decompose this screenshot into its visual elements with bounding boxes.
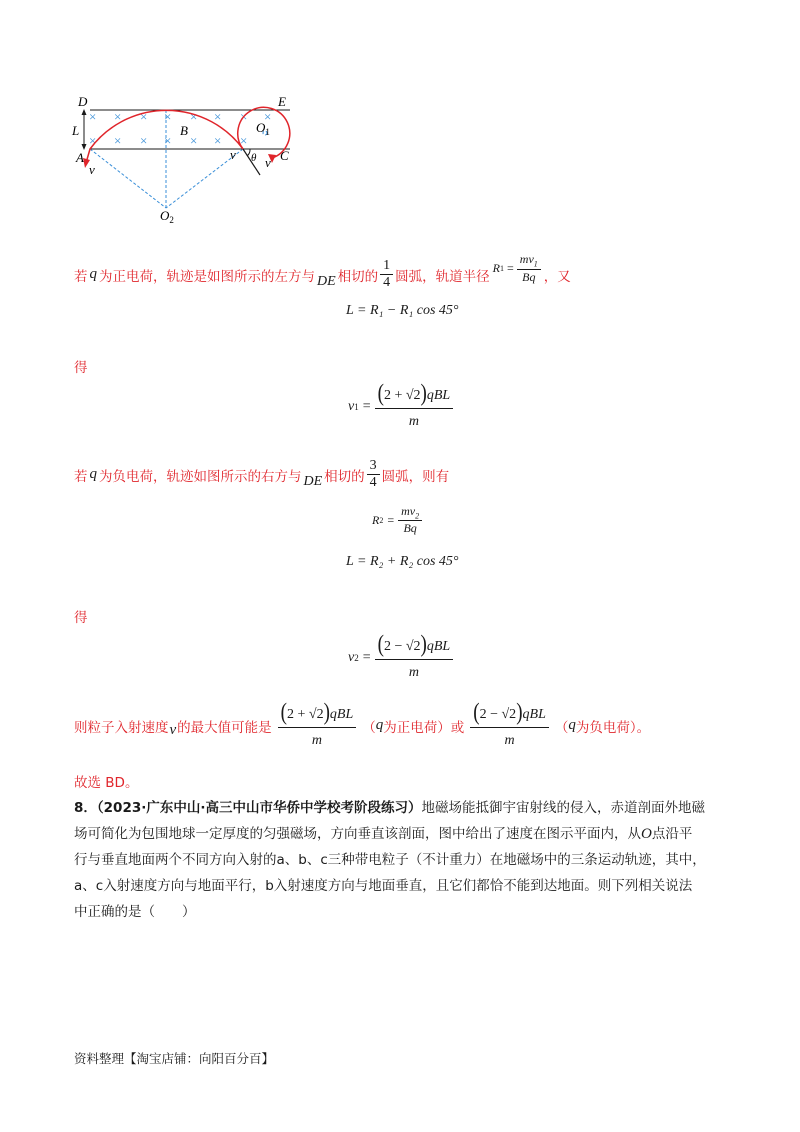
numerator: 1 (380, 258, 393, 275)
footer-credit: 资料整理【淘宝店铺：向阳百分百】 (74, 1051, 275, 1066)
de-label-1: 得 (74, 360, 88, 376)
conclusion-line (74, 699, 651, 749)
formula-v2: v 2 = $\frac{\text{(2 − √2)qBL}}{m}$ (348, 634, 453, 681)
label-v-right: v (265, 155, 271, 170)
numerator: (2 + √2)qBL (375, 383, 454, 409)
numerator (517, 252, 541, 269)
q-symbol: q (89, 466, 97, 482)
v-symbol: v (348, 649, 355, 665)
label-C: C (280, 148, 289, 163)
v-symbol: v (348, 398, 355, 414)
text: 为负电荷）。 (575, 719, 651, 736)
answer-line: 故选 BD。 (74, 775, 139, 791)
text: 为正电荷，轨迹是如图所示的左方与 (99, 268, 315, 285)
text: 为正电荷）或 (383, 719, 465, 736)
denominator: Bq (522, 269, 536, 284)
cross: × (264, 109, 272, 124)
question-8 (74, 795, 734, 925)
fraction-max-negative (470, 699, 549, 749)
fraction (375, 380, 454, 430)
cross: × (89, 109, 97, 124)
numerator: (2 + √2)qBL (278, 702, 357, 728)
cross: × (114, 133, 122, 148)
denominator: m (408, 665, 419, 680)
question-line-3: 行与垂直地面两个不同方向入射的a、b、c三种带电粒子（不计重力）在地磁场中的三条运动轨迹，其中， (74, 852, 706, 868)
label-O2: $O_2$ (160, 208, 174, 225)
r-symbol: R (372, 512, 380, 527)
text: 相切的 (324, 468, 365, 485)
label-v-left: v (89, 162, 95, 177)
subscript: 1 (533, 259, 538, 269)
text: 为负电荷，轨迹如图所示的右方与 (99, 468, 302, 485)
fraction-one-quarter (380, 258, 393, 291)
denominator: 4 (369, 475, 377, 490)
denominator: 4 (383, 275, 391, 290)
num-a: 2 + √2 (383, 388, 421, 403)
label-D: D (78, 94, 88, 109)
text: 则粒子入射速度 (74, 719, 169, 736)
equation-L-R1: L = R₁ − R₁ cos 45° (346, 303, 459, 318)
solution-line-positive-charge (74, 252, 571, 291)
q-symbol: q (568, 717, 576, 733)
denominator: m (311, 733, 323, 748)
label-B: B (180, 123, 188, 138)
question-text: 场可简化为包围地球一定厚度的匀强磁场，方向垂直该剖面，图中给出了速度在图示平面内，从 (74, 826, 641, 842)
v-symbol: v (169, 722, 177, 738)
question-text: 地磁场能抵御宇宙射线的侵入，赤道剖面外地磁 (421, 800, 705, 816)
fraction (398, 504, 422, 536)
text: 圆弧，则有 (381, 468, 450, 485)
subscript: 1 (354, 401, 359, 412)
cross: × (214, 109, 222, 124)
question-line-1 (74, 795, 734, 821)
de-symbol: DE (303, 473, 323, 489)
num-b: qBL (426, 388, 451, 403)
question-line-2 (74, 821, 734, 847)
question-number: 8． (74, 800, 97, 816)
question-line-4: a、c入射速度方向与地面平行，b入射速度方向与地面垂直，且它们都恰不能到达地面。则下列相关说法 (74, 878, 693, 894)
label-theta: θ (251, 152, 257, 164)
text: 若 (74, 268, 88, 285)
numerator (398, 504, 422, 521)
cross: × (214, 133, 222, 148)
fraction (375, 631, 454, 681)
cross: × (240, 109, 248, 124)
question-text: 点沿平 (651, 826, 693, 842)
subscript: 1 (500, 263, 505, 273)
numerator: (2 − √2)qBL (470, 702, 549, 728)
num-b: qBL (329, 707, 354, 722)
cross: × (190, 109, 198, 124)
label-E: E (278, 94, 286, 109)
text: ，又 (543, 268, 571, 285)
label-L: L (72, 123, 80, 138)
text: 圆弧，轨道半径 (395, 268, 490, 285)
denominator: m (408, 414, 419, 429)
cross: × (140, 133, 148, 148)
denominator: Bq (403, 521, 417, 536)
cross: × (140, 109, 148, 124)
numerator: (2 − √2)qBL (375, 634, 454, 660)
label-O1: $O_1$ (256, 120, 270, 137)
text: 若 (74, 468, 88, 485)
cross: × (240, 133, 248, 148)
cross: × (190, 133, 198, 148)
denominator: m (504, 733, 515, 748)
num-a: 2 + √2 (287, 707, 324, 722)
q-symbol: q (375, 717, 384, 733)
subscript: 2 (415, 511, 420, 521)
question-line-5: 中正确的是（ ） (74, 904, 196, 920)
de-label-2: 得 (74, 610, 88, 626)
arrow-head-up (82, 109, 87, 115)
radius-r1-formula: R 1 = $\frac{mv_1}{Bq}$ (493, 252, 541, 284)
num-a: 2 − √2 (383, 639, 421, 654)
numerator: 3 (367, 458, 380, 475)
num-b: qBL (522, 707, 546, 722)
solution-line-negative-charge (74, 458, 449, 491)
label-A: A (76, 150, 84, 165)
text: （ (362, 719, 376, 736)
label-v-mid: v (230, 147, 236, 162)
equation-L-R2: L = R₂ + R₂ cos 45° (346, 554, 459, 569)
subscript: 2 (354, 652, 359, 663)
magnetic-field-diagram (60, 88, 310, 238)
theta-arc (247, 149, 250, 156)
text: 的最大值可能是 (177, 719, 272, 736)
formula-v1: v 1 = $\frac{\text{(2 + √2)qBL}}{m}$ (348, 383, 453, 430)
fraction (517, 252, 541, 284)
numerator-text: mv (401, 504, 416, 518)
num-a: 2 − √2 (479, 707, 517, 722)
r-symbol: R (492, 260, 501, 275)
subscript: 2 (379, 515, 384, 525)
fraction-three-quarters (367, 458, 380, 491)
text: 相切的 (337, 268, 379, 285)
fraction-max-positive (278, 699, 357, 749)
numerator-text: mv (519, 252, 534, 267)
cross: × (89, 133, 97, 148)
formula-r2: R 2 = $\frac{mv_2}{Bq}$ (372, 504, 422, 536)
num-b: qBL (426, 639, 451, 654)
o-symbol: O (641, 826, 652, 842)
cross: × (164, 109, 172, 124)
cross: × (114, 109, 122, 124)
question-source: （2023·广东中山·高三中山市华侨中学校考阶段练习） (96, 800, 422, 816)
cross: × (164, 133, 172, 148)
text: （ (554, 719, 569, 736)
de-symbol: DE (317, 273, 336, 289)
q-symbol: q (89, 266, 97, 282)
